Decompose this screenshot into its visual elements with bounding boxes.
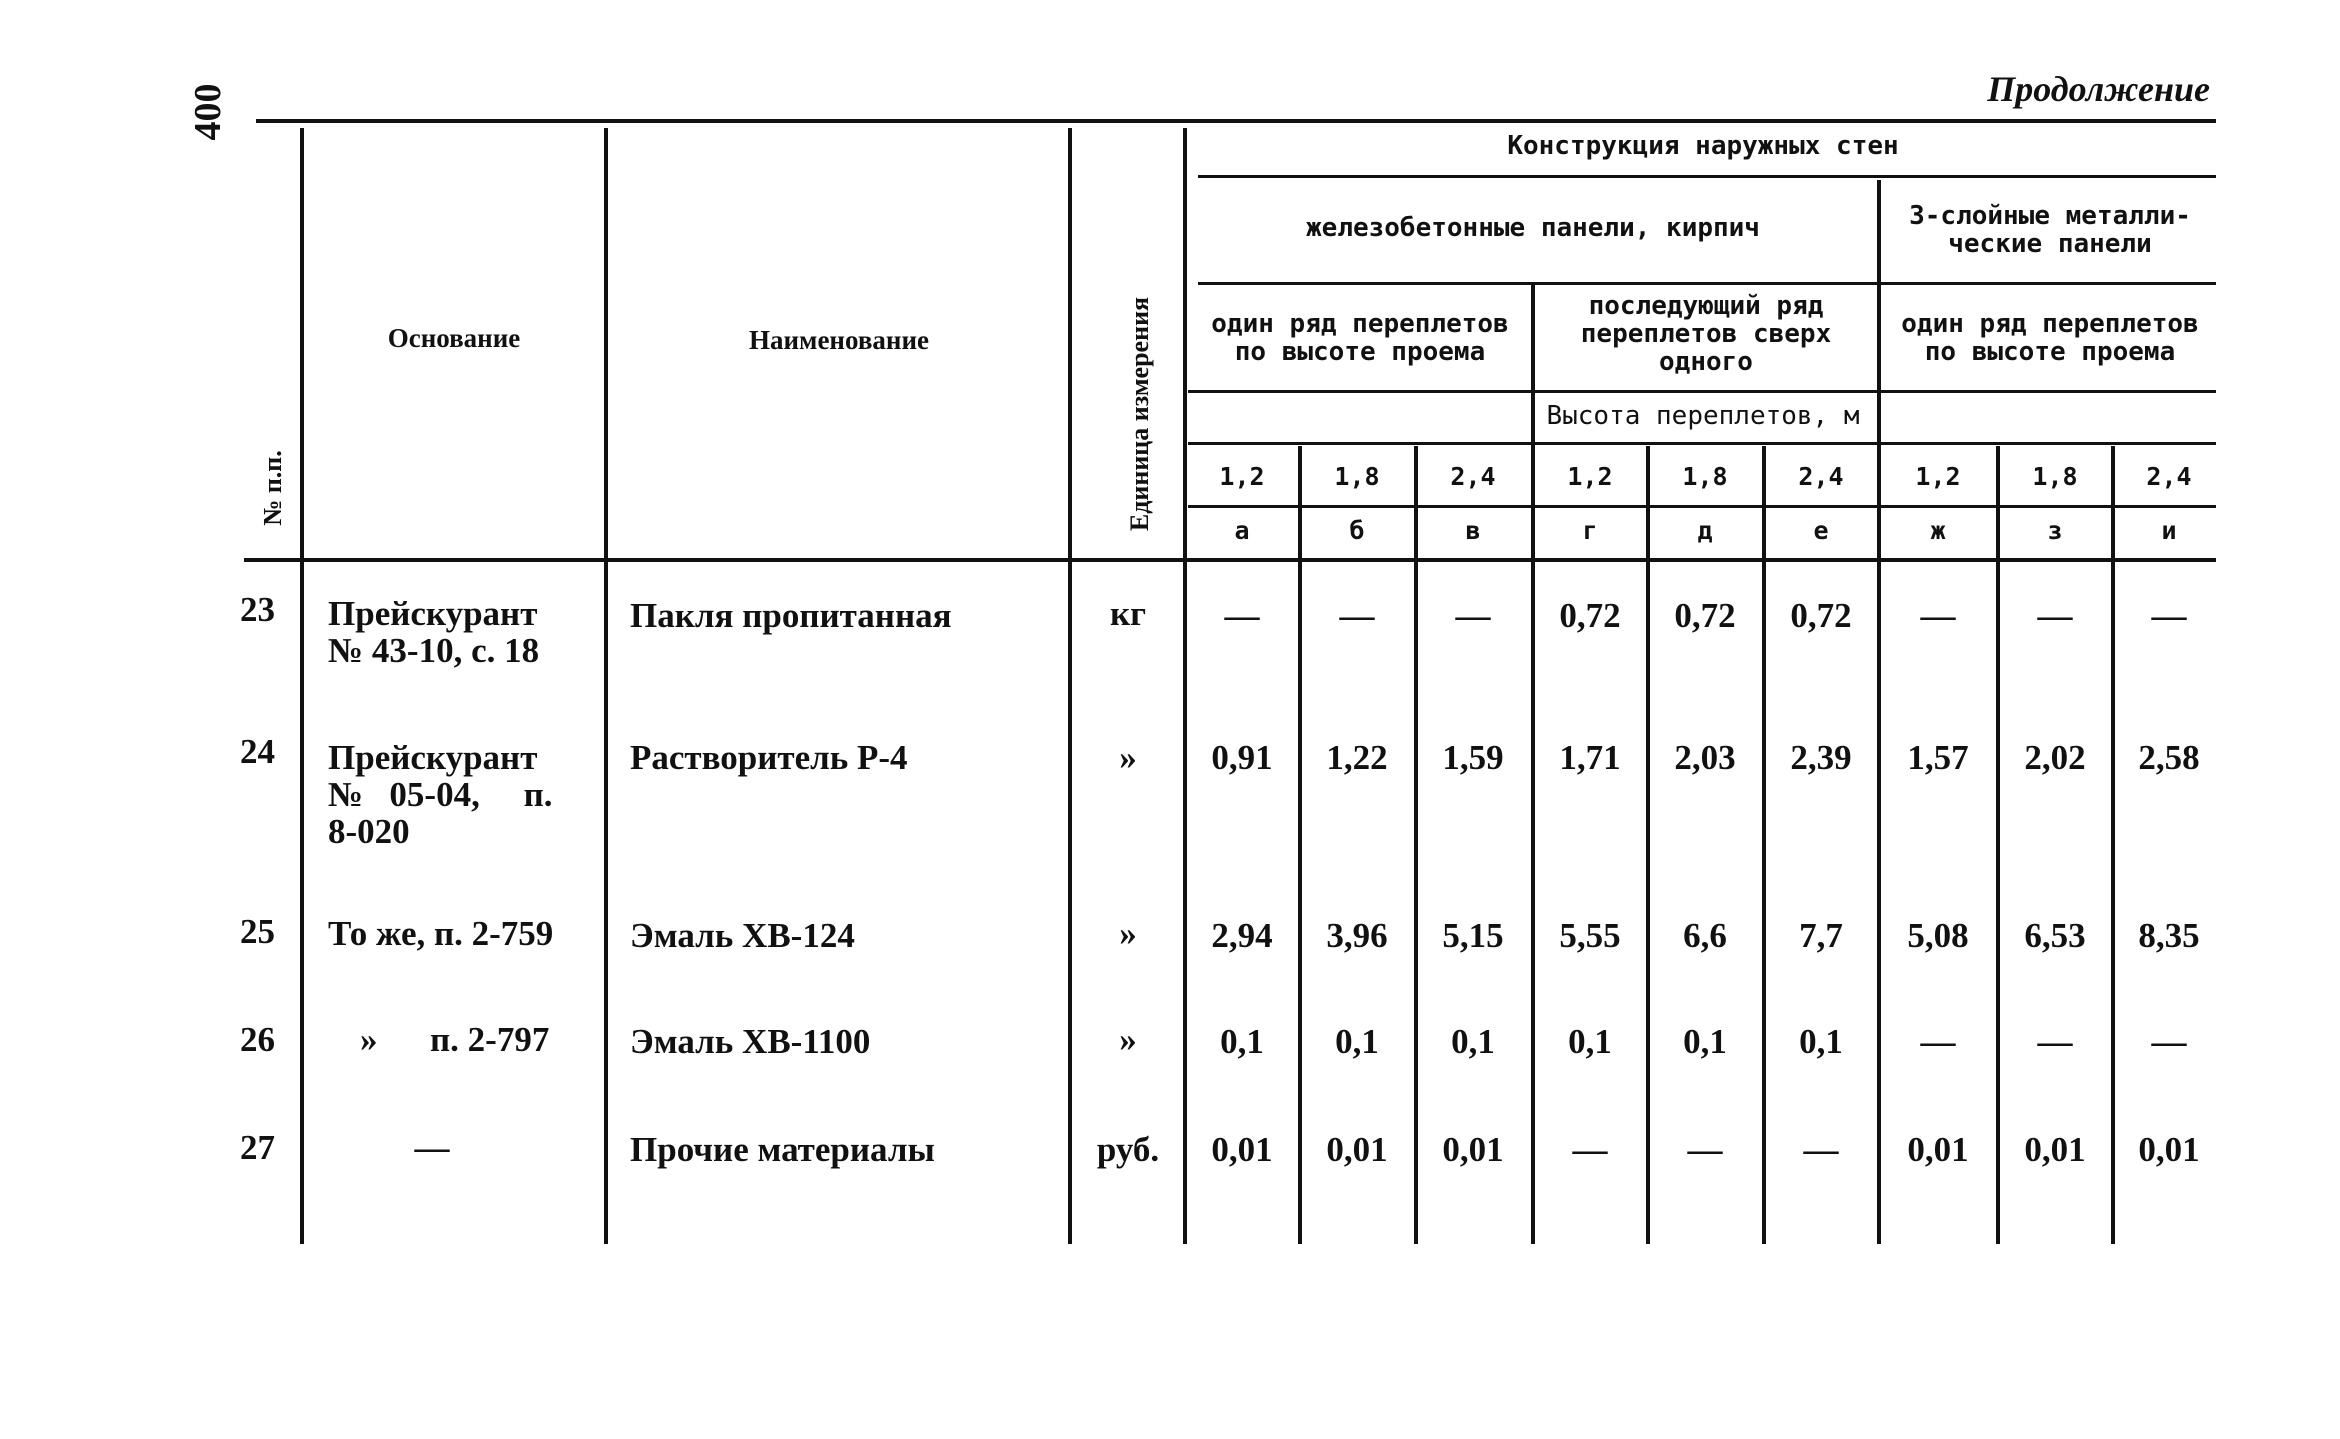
row-name: Пакля пропитанная [630, 596, 952, 635]
value-a: 2,94 [1211, 916, 1273, 955]
letter-g: г [1582, 516, 1598, 545]
row-name: Эмаль ХВ-124 [630, 916, 855, 955]
value-v: 1,59 [1442, 738, 1504, 777]
value-g: 1,71 [1559, 738, 1621, 777]
value-i: — [2151, 1022, 2187, 1061]
value-i: — [2151, 596, 2187, 635]
letter-zh: ж [1930, 516, 1946, 545]
header-group-metal-line2: ческие панели [1948, 229, 2152, 260]
value-z: 2,02 [2024, 738, 2086, 777]
height-g: 1,2 [1567, 462, 1613, 491]
value-z: 6,53 [2024, 916, 2086, 955]
value-zh: 5,08 [1907, 916, 1969, 955]
letter-i: и [2161, 516, 2177, 545]
value-b: 1,22 [1326, 738, 1388, 777]
row-basis: — [414, 1128, 450, 1167]
letter-b: б [1349, 516, 1365, 545]
header-height-label: Высота переплетов, м [1546, 401, 1860, 431]
letter-a: а [1234, 516, 1250, 545]
continuation-label: Продолжение [1987, 69, 2210, 109]
letter-z: з [2047, 516, 2063, 545]
row-unit: руб. [1096, 1130, 1160, 1169]
row-name: Эмаль ХВ-1100 [630, 1022, 871, 1061]
value-zh: 1,57 [1907, 738, 1969, 777]
header-group-metal [1884, 202, 2216, 258]
value-d: — [1687, 1130, 1723, 1169]
value-z: — [2037, 1022, 2073, 1061]
value-a: — [1224, 596, 1260, 635]
header-sub1 [1190, 310, 1530, 366]
letter-e: е [1813, 516, 1829, 545]
row-unit: » [1119, 738, 1137, 777]
value-d: 0,72 [1674, 596, 1736, 635]
value-b: — [1339, 596, 1375, 635]
height-a: 1,2 [1219, 462, 1265, 491]
height-i: 2,4 [2146, 462, 2192, 491]
header-sub1-line2: по высоте проема [1234, 337, 1486, 368]
value-a: 0,01 [1211, 1130, 1273, 1169]
header-construction: Конструкция наружных стен [1507, 131, 1899, 161]
row-basis-line1: Прейскурант [328, 738, 538, 777]
value-e: 2,39 [1790, 738, 1852, 777]
value-g: 0,1 [1568, 1022, 1612, 1061]
row-num: 24 [240, 732, 275, 771]
row-unit: » [1119, 1020, 1137, 1059]
row-unit: » [1119, 914, 1137, 953]
value-zh: 0,01 [1907, 1130, 1969, 1169]
value-v: 5,15 [1442, 916, 1504, 955]
height-z: 1,8 [2032, 462, 2078, 491]
row-num: 25 [240, 912, 275, 951]
value-v: — [1455, 596, 1491, 635]
value-z: 0,01 [2024, 1130, 2086, 1169]
value-b: 0,01 [1326, 1130, 1388, 1169]
row-name: Прочие материалы [630, 1130, 935, 1169]
row-unit: кг [1109, 594, 1147, 633]
row-basis: То же, п. 2-759 [328, 914, 554, 953]
row-basis-line3: 8-020 [328, 811, 410, 851]
header-sub3 [1884, 310, 2216, 366]
row-basis-line2: № 43-10, с. 18 [328, 630, 540, 670]
header-sub1-line1: один ряд переплетов [1211, 309, 1509, 339]
row-basis [328, 740, 598, 850]
header-sub3-line2: по высоте проема [1924, 337, 2176, 368]
height-zh: 1,2 [1915, 462, 1961, 491]
row-num: 26 [240, 1020, 275, 1059]
header-sub2 [1536, 292, 1876, 376]
row-num: 23 [240, 590, 275, 629]
value-e: 7,7 [1799, 916, 1843, 955]
value-z: — [2037, 596, 2073, 635]
row-name: Растворитель Р-4 [630, 738, 908, 777]
header-name: Наименование [749, 325, 929, 355]
value-e: 0,72 [1790, 596, 1852, 635]
header-sub3-line1: один ряд переплетов [1901, 309, 2199, 339]
page-number: 400 [187, 83, 229, 141]
header-sub2-line1: последующий ряд [1588, 291, 1824, 321]
value-i: 2,58 [2138, 738, 2200, 777]
value-a: 0,1 [1220, 1022, 1264, 1061]
header-group-rc: железобетонные панели, кирпич [1306, 213, 1760, 243]
header-basis: Основание [387, 323, 521, 353]
value-d: 0,1 [1683, 1022, 1727, 1061]
value-i: 0,01 [2138, 1130, 2200, 1169]
row-basis: » п. 2-797 [360, 1020, 550, 1059]
value-zh: — [1920, 1022, 1956, 1061]
height-d: 1,8 [1682, 462, 1728, 491]
header-unit: Единица измерения [1125, 296, 1154, 532]
value-e: — [1803, 1130, 1839, 1169]
value-i: 8,35 [2138, 916, 2200, 955]
height-b: 1,8 [1334, 462, 1380, 491]
letter-d: д [1697, 516, 1713, 545]
header-sub2-line2: переплетов сверх [1580, 319, 1832, 350]
value-v: 0,1 [1451, 1022, 1495, 1061]
value-g: — [1572, 1130, 1608, 1169]
value-b: 3,96 [1326, 916, 1388, 955]
row-basis-line2: № 05-04, п. [328, 774, 553, 814]
height-e: 2,4 [1798, 462, 1844, 491]
row-num: 27 [240, 1128, 275, 1167]
value-b: 0,1 [1335, 1022, 1379, 1061]
value-g: 5,55 [1559, 916, 1621, 955]
row-basis [328, 596, 598, 670]
value-e: 0,1 [1799, 1022, 1843, 1061]
header-group-metal-line1: 3-слойные металли- [1909, 201, 2191, 231]
row-basis-line1: Прейскурант [328, 594, 538, 633]
value-v: 0,01 [1442, 1130, 1504, 1169]
height-v: 2,4 [1450, 462, 1496, 491]
value-d: 6,6 [1683, 916, 1727, 955]
letter-v: в [1465, 516, 1481, 545]
value-zh: — [1920, 596, 1956, 635]
header-num: № п.п. [258, 450, 287, 526]
header-sub2-line3: одного [1659, 347, 1753, 378]
value-d: 2,03 [1674, 738, 1736, 777]
value-g: 0,72 [1559, 596, 1621, 635]
value-a: 0,91 [1211, 738, 1273, 777]
